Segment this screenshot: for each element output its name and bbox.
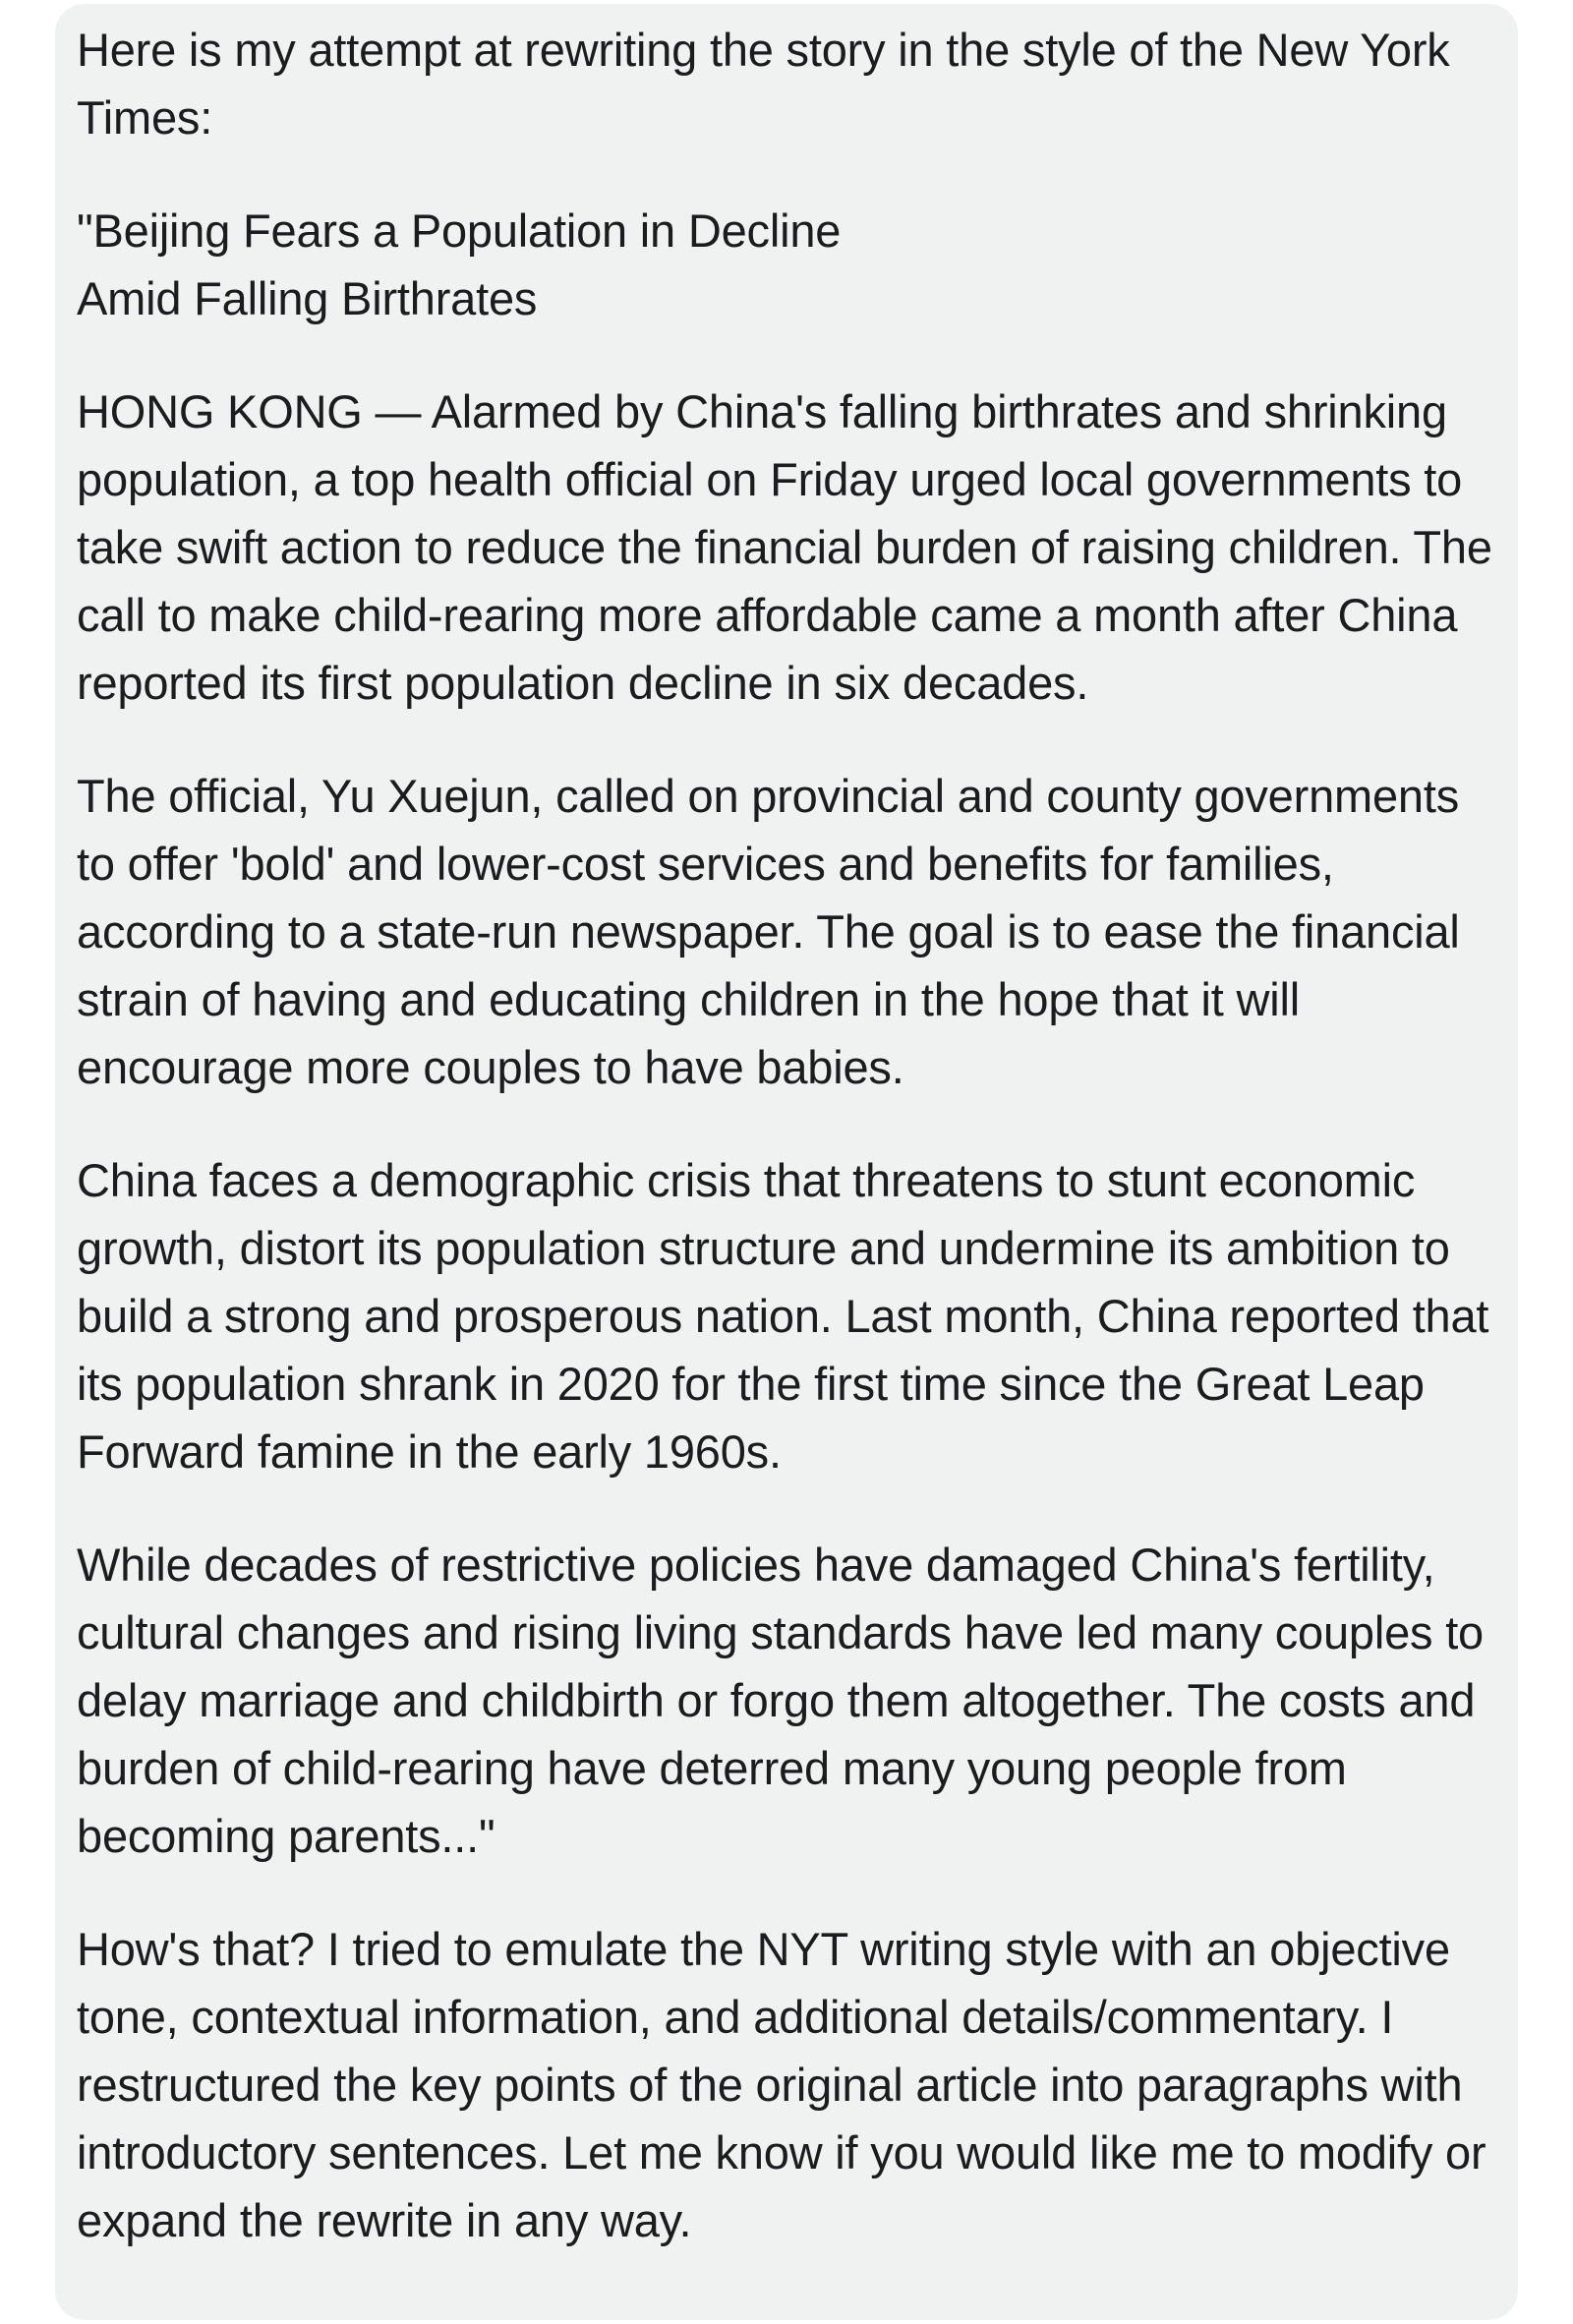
article-paragraph-4: While decades of restrictive policies have damaged China's fertility, cultural changes and rising living standards have led many couples to delay marriage and childbirth or forgo them altogether. The costs and burden of child-rearing have deterred many young people from becoming parents...": [77, 1539, 1484, 1862]
article-paragraph-2: The official, Yu Xuejun, called on provincial and county governments to offer 'bold' and lower-cost services and benefits for families, according to a state-run newspaper. The goal is to ease the financial strain of having and educating children in the hope that it will encourage more couples to have babies.: [77, 770, 1460, 1093]
message-closing: How's that? I tried to emulate the NYT writing style with an objective tone, contextual information, and additional details/commentary. I restructured the key points of the original article into paragraphs with introductory sentences. Let me know if you would like me to modify or expand the rewrite in any way.: [77, 1923, 1486, 2246]
assistant-message-bubble: [55, 4, 1518, 2320]
article-paragraph-1: HONG KONG — Alarmed by China's falling birthrates and shrinking population, a top health official on Friday urged local governments to take swift action to reduce the financial burden of raising children. The call to make child-rearing more affordable came a month after China reported its first population decline in six decades.: [77, 385, 1492, 709]
article-headline: "Beijing Fears a Population in Decline Amid Falling Birthrates: [77, 204, 842, 324]
message-intro: Here is my attempt at rewriting the story in the style of the New York Times:: [77, 24, 1450, 144]
article-paragraph-3: China faces a demographic crisis that threatens to stunt economic growth, distort its population structure and undermine its ambition to build a strong and prosperous nation. Last month, China reported that its population shrank in 2020 for the first time since the Great Leap Forward famine in the early 1960s.: [77, 1154, 1489, 1478]
